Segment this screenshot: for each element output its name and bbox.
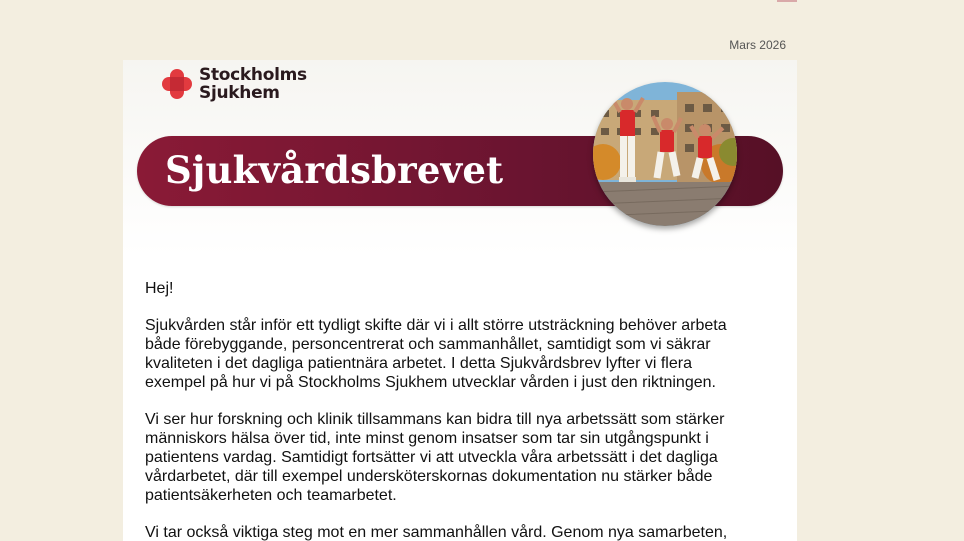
red-cross-logo-icon xyxy=(160,67,194,101)
newsletter-date: Mars 2026 xyxy=(729,38,786,52)
newsletter-header xyxy=(123,60,797,256)
logo-wordmark xyxy=(199,66,307,102)
greeting: Hej! xyxy=(145,280,174,297)
newsletter-title: Sjukvårdsbrevet xyxy=(165,148,504,192)
newsletter-card xyxy=(123,60,797,541)
body-paragraph-2: Vi ser hur forskning och klinik tillsammans kan bidra till nya arbetssätt som stärker människors hälsa över tid, inte minst genom insatser som tar sin utgångspunkt i patientens vardag. Samtidigt fortsätter vi att utveckla våra arbetssätt i det dagliga vårdarbetet, där till exempel undersköterskornas dokumentation nu stärker både patientsäkerheten och teamarbetet. xyxy=(145,411,725,504)
jumping-staff-photo xyxy=(593,82,737,226)
logo-line-2: Sjukhem xyxy=(199,83,280,103)
logo-line-1: Stockholms xyxy=(199,65,307,85)
body-paragraph-1: Sjukvården står inför ett tydligt skifte där vi i allt större utsträckning behöver arbeta både förebyggande, personcentrerat och sammanhållet, samtidigt som vi säkrar kvaliteten i det dagliga patientnära arbetet. I detta Sjukvårdsbrev lyfter vi flera exempel på hur vi på Stockholms Sjukhem utvecklar vården i just den riktningen. xyxy=(145,317,727,391)
top-edge-marker xyxy=(777,0,797,2)
body-paragraph-3: Vi tar också viktiga steg mot en mer sammanhållen vård. Genom nya samarbeten, xyxy=(145,524,728,541)
newsletter-body xyxy=(145,279,755,541)
stockholms-sjukhem-logo[interactable] xyxy=(160,66,307,102)
